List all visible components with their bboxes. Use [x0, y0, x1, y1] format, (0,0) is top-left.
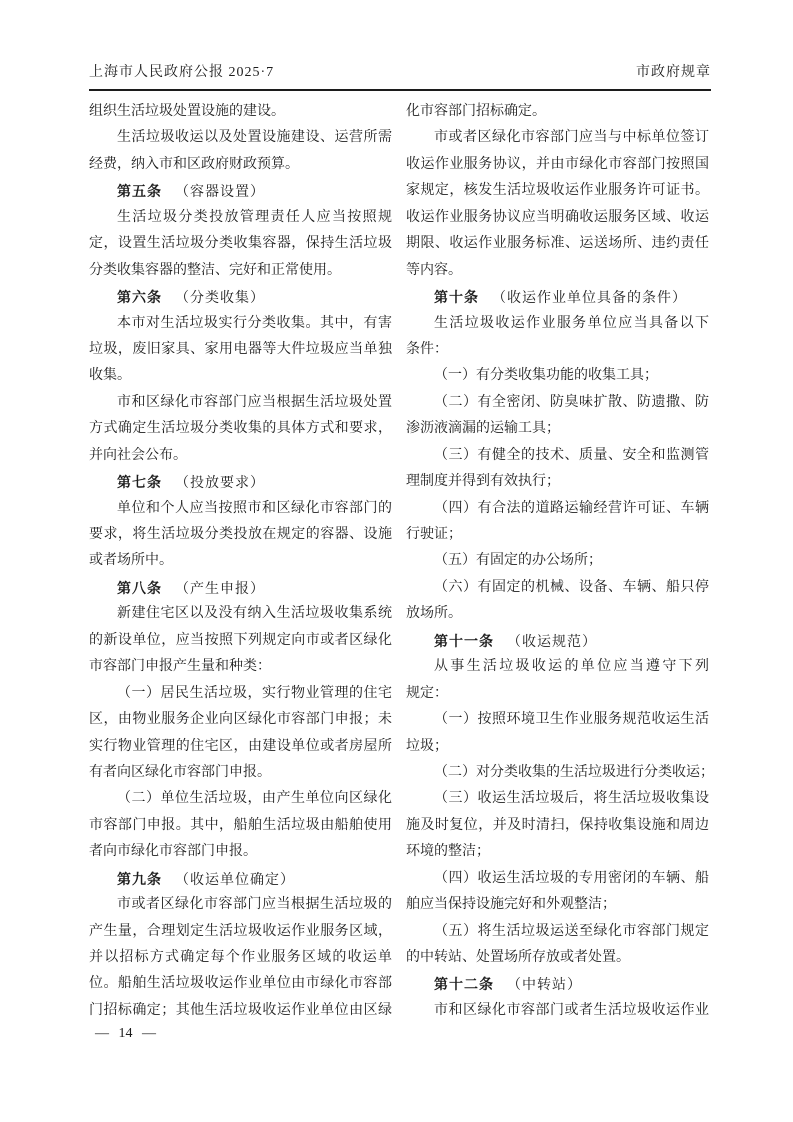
text-line: 市容部门申报产生量和种类： — [89, 659, 271, 675]
text-line: （三）有健全的技术、质量、安全和监测管 — [434, 447, 709, 463]
right-column — [406, 99, 714, 1024]
header-publication-title: 上海市人民政府公报 2025·7 — [89, 65, 275, 80]
text-line: 垃圾，废旧家具、家用电器等大件垃圾应当单独 — [89, 341, 392, 357]
article-title: （收运作业单位具备的条件） — [492, 291, 687, 307]
article-title: （投放要求） — [175, 476, 265, 492]
article-number: 第六条 — [117, 289, 162, 306]
article-heading — [406, 971, 709, 997]
article-heading — [89, 178, 392, 204]
footer-page-number: — 14 — — [95, 1026, 156, 1041]
text-line: 的中转站、处置场所存放或者处置。 — [406, 950, 630, 965]
article-title: （中转站） — [507, 978, 582, 994]
text-line: （四）有合法的道路运输经营许可证、车辆 — [434, 500, 709, 516]
article-number: 第八条 — [117, 579, 162, 596]
text-line: （五）将生活垃圾运送至绿化市容部门规定 — [434, 923, 709, 939]
text-line: 收运作业服务协议应当明确收运服务区域、收运 — [406, 209, 709, 225]
text-line: （六）有固定的机械、设备、车辆、船只停 — [434, 579, 709, 595]
text-line: （二）对分类收集的生活垃圾进行分类收运； — [434, 764, 714, 780]
text-line: 等内容。 — [406, 262, 462, 278]
text-line: 新建住宅区以及没有纳入生活垃圾收集系统 — [117, 606, 392, 622]
article-number: 第七条 — [117, 474, 162, 491]
text-line: 或者场所中。 — [89, 553, 173, 569]
text-line: 生活垃圾收运以及处置设施建设、运营所需 — [117, 130, 392, 146]
text-line: 市和区绿化市容部门应当根据生活垃圾处置 — [117, 394, 392, 410]
text-line: 者向市绿化市容部门申报。 — [89, 844, 257, 860]
article-heading — [406, 284, 709, 310]
text-line: 位。船舶生活垃圾收运作业单位由市绿化市容部 — [89, 976, 392, 992]
text-line: 放场所。 — [406, 606, 462, 622]
left-column — [89, 99, 392, 1024]
text-line: 并向社会公布。 — [89, 447, 187, 463]
text-line: （四）收运生活垃圾的专用密闭的车辆、船 — [434, 870, 709, 886]
text-line: 区，由物业服务企业向区绿化市容部门申报；未 — [89, 712, 392, 728]
text-line: 市或者区绿化市容部门应当与中标单位签订 — [434, 130, 709, 146]
text-line: 从事生活垃圾收运的单位应当遵守下列 — [434, 659, 709, 675]
text-line: （一）居民生活垃圾，实行物业管理的住宅 — [117, 685, 392, 701]
article-number: 第十一条 — [434, 632, 494, 649]
text-line: 收运作业服务协议，并由市绿化市容部门按照国 — [406, 156, 709, 172]
text-line: 条件： — [406, 341, 448, 357]
text-line: 实行物业管理的住宅区，由建设单位或者房屋所 — [89, 738, 392, 754]
text-line: 市和区绿化市容部门或者生活垃圾收运作业 — [434, 1002, 709, 1018]
text-line: 门招标确定；其他生活垃圾收运作业单位由区绿 — [89, 1002, 392, 1018]
article-title: （收运单位确定） — [175, 872, 295, 888]
text-line: 环境的整洁； — [406, 844, 490, 860]
text-line: 组织生活垃圾处置设施的建设。 — [89, 104, 285, 119]
text-line: 化市容部门招标确定。 — [406, 104, 546, 119]
text-line: 分类收集容器的整洁、完好和正常使用。 — [89, 262, 341, 278]
text-line: （三）收运生活垃圾后，将生活垃圾收集设 — [434, 791, 709, 807]
text-line: （二）单位生活垃圾，由产生单位向区绿化 — [117, 791, 392, 807]
text-line: 收集。 — [89, 368, 131, 384]
text-line: 垃圾； — [406, 738, 448, 754]
text-line: 有者向区绿化市容部门申报。 — [89, 764, 271, 780]
article-heading — [89, 575, 392, 601]
article-number: 第五条 — [117, 183, 162, 200]
article-number: 第十条 — [434, 289, 479, 306]
text-line: （五）有固定的办公场所； — [434, 553, 602, 569]
text-line: 期限、收运作业服务标准、运送场所、违约责任 — [406, 236, 709, 252]
text-line: 舶应当保持设施完好和外观整洁； — [406, 897, 616, 913]
article-heading — [89, 284, 392, 310]
text-line: 规定： — [406, 685, 448, 701]
text-line: 理制度并得到有效执行； — [406, 474, 560, 490]
article-number: 第十二条 — [434, 976, 494, 993]
text-line: 行驶证； — [406, 527, 462, 542]
text-line: （一）按照环境卫生作业服务规范收运生活 — [434, 712, 709, 728]
page-header — [89, 64, 711, 82]
text-line: 渗沥液滴漏的运输工具； — [406, 421, 560, 437]
article-heading — [89, 866, 392, 892]
text-line: （二）有全密闭、防臭味扩散、防遗撒、防 — [434, 394, 709, 410]
article-number: 第九条 — [117, 870, 162, 887]
header-section-label: 市政府规章 — [636, 65, 711, 80]
text-line: 要求，将生活垃圾分类投放在规定的容器、设施 — [89, 527, 392, 542]
article-heading — [406, 628, 709, 654]
text-line: 定，设置生活垃圾分类收集容器，保持生活垃圾 — [89, 236, 392, 252]
text-line: 施及时复位，并及时清扫，保持收集设施和周边 — [406, 817, 709, 833]
article-title: （容器设置） — [175, 185, 265, 201]
text-line: 产生量，合理划定生活垃圾收运作业服务区域， — [89, 923, 392, 939]
text-line: 生活垃圾收运作业服务单位应当具备以下 — [434, 315, 709, 331]
text-line: 经费，纳入市和区政府财政预算。 — [89, 156, 299, 172]
text-line: （一）有分类收集功能的收集工具； — [434, 368, 658, 384]
text-line: 本市对生活垃圾实行分类收集。其中，有害 — [117, 315, 392, 331]
text-line: 的新设单位，应当按照下列规定向市或者区绿化 — [89, 632, 392, 648]
article-title: （收运规范） — [507, 634, 597, 650]
text-line: 并以招标方式确定每个作业服务区域的收运单 — [89, 950, 392, 965]
text-line: 生活垃圾分类投放管理责任人应当按照规 — [117, 209, 392, 225]
text-line: 方式确定生活垃圾分类收集的具体方式和要求， — [89, 421, 392, 437]
header-divider — [89, 89, 711, 91]
text-line: 市容部门申报。其中，船舶生活垃圾由船舶使用 — [89, 817, 392, 833]
article-title: （产生申报） — [175, 581, 265, 597]
article-heading — [89, 469, 392, 495]
text-line: 单位和个人应当按照市和区绿化市容部门的 — [117, 500, 392, 516]
text-line: 家规定，核发生活垃圾收运作业服务许可证书。 — [406, 183, 709, 199]
article-title: （分类收集） — [175, 291, 265, 307]
text-line: 市或者区绿化市容部门应当根据生活垃圾的 — [117, 897, 392, 913]
